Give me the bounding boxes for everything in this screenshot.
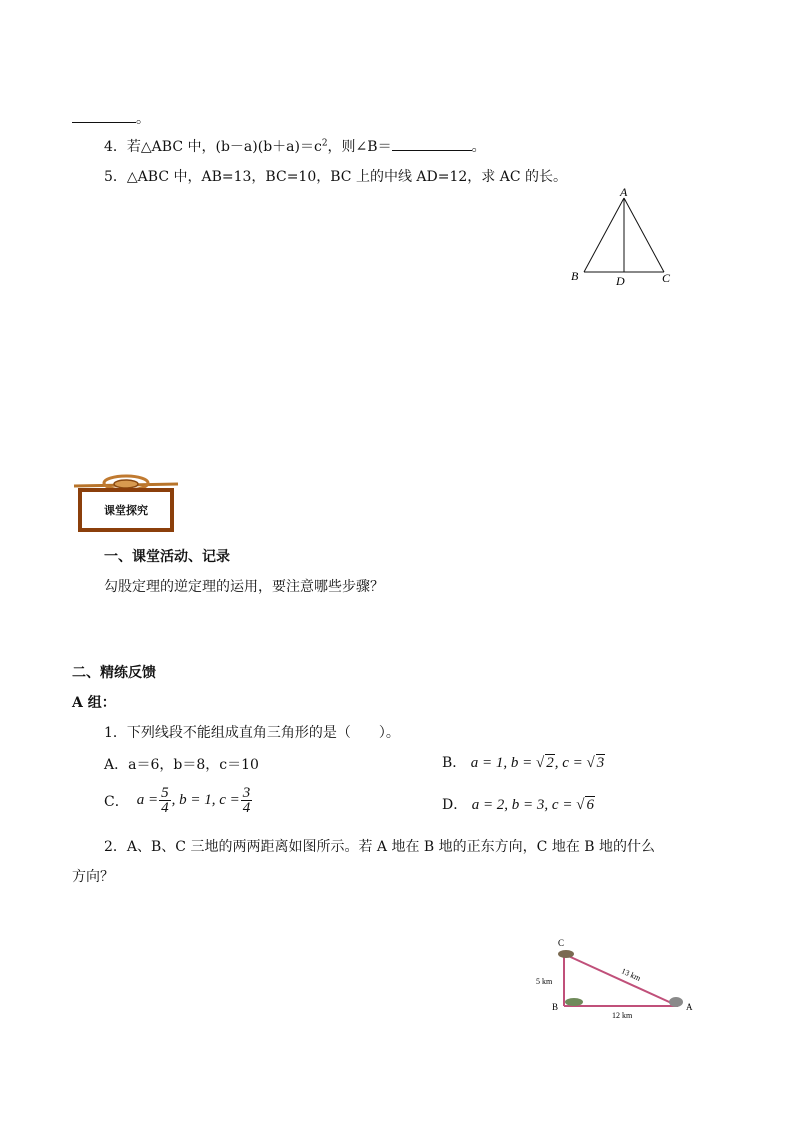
sqrt-sign-icon: √ 2 [536, 755, 554, 771]
option-b-label: B． [442, 755, 467, 771]
fraction-denominator: 4 [242, 800, 251, 816]
option-c [104, 786, 253, 815]
top-fill-line [72, 108, 150, 128]
vertex-label-b: B [571, 269, 579, 283]
section-2-title: 二、精练反馈 [72, 665, 156, 681]
vertex-label-a: A [620, 185, 628, 199]
place-a-icon [669, 997, 683, 1007]
option-d [442, 794, 595, 814]
question-5: 5．△ABC 中，AB=13，BC=10，BC 上的中线 AD=12，求 AC 的长。 [104, 169, 568, 185]
option-a-text: a＝6，b＝8，c＝10 [128, 757, 259, 773]
sqrt-sign-icon: √ 3 [586, 755, 605, 771]
fraction [159, 786, 171, 815]
triangle-diagram [566, 184, 686, 288]
fraction-numerator: 5 [161, 785, 169, 801]
section-1-title: 一、课堂活动、记录 [104, 549, 230, 565]
group-a-label: A 组： [72, 695, 116, 711]
distance-ca: 13 km [619, 966, 643, 983]
distance-ba: 12 km [612, 1011, 633, 1020]
place-c-icon [558, 950, 574, 958]
distance-map-figure [530, 932, 700, 1022]
vertex-label-d: D [616, 274, 625, 288]
q4-mid: ，则∠B＝ [327, 139, 392, 155]
option-d-label: D． [442, 797, 468, 813]
q4-prefix: 4．若△ABC 中，(b－a)(b＋a)＝c [104, 139, 322, 155]
map-label-b: B [552, 1002, 559, 1012]
option-c-mid: , b = 1, c = [171, 792, 240, 808]
option-b-mid: , c = [554, 755, 587, 771]
q4-suffix: 。 [471, 139, 486, 155]
map-label-c: C [558, 938, 565, 948]
problem-2-line-2: 方向？ [72, 869, 114, 885]
answer-blank [392, 136, 472, 151]
problem-1-stem: 1．下列线段不能组成直角三角形的是（ ）。 [104, 725, 400, 741]
period: 。 [136, 111, 150, 127]
section-badge [72, 474, 182, 536]
answer-blank [72, 108, 136, 123]
sqrt-radicand: 6 [586, 797, 594, 813]
place-b-icon [565, 998, 583, 1006]
question-4 [104, 136, 486, 156]
option-d-text: a = 2, b = 3, c = [471, 797, 577, 813]
option-a-label: A． [104, 757, 129, 773]
option-c-text: a = [136, 792, 159, 808]
option-c-label: C． [104, 793, 129, 810]
sqrt-radicand: 3 [596, 755, 605, 771]
option-b [442, 752, 605, 772]
fraction [241, 786, 253, 815]
distance-cb: 5 km [536, 977, 553, 986]
q4-superscript: 2 [321, 138, 328, 149]
problem-2-line-1: 2．A、B、C 三地的两两距离如图所示。若 A 地在 B 地的正东方向，C 地在 B 地的什么 [104, 839, 656, 855]
option-a [104, 754, 259, 774]
section-1-question: 勾股定理的逆定理的运用，要注意哪些步骤？ [104, 579, 384, 595]
fraction-denominator: 4 [161, 800, 169, 816]
sqrt-radicand: 2 [546, 755, 554, 771]
option-b-text: a = 1, b = [470, 755, 536, 771]
fraction-numerator: 3 [242, 785, 251, 801]
badge-label: 课堂探究 [104, 504, 148, 517]
badge-box [78, 488, 174, 532]
vertex-label-c: C [662, 271, 671, 285]
map-label-a: A [686, 1002, 693, 1012]
sqrt-sign-icon: √ 6 [576, 797, 594, 813]
